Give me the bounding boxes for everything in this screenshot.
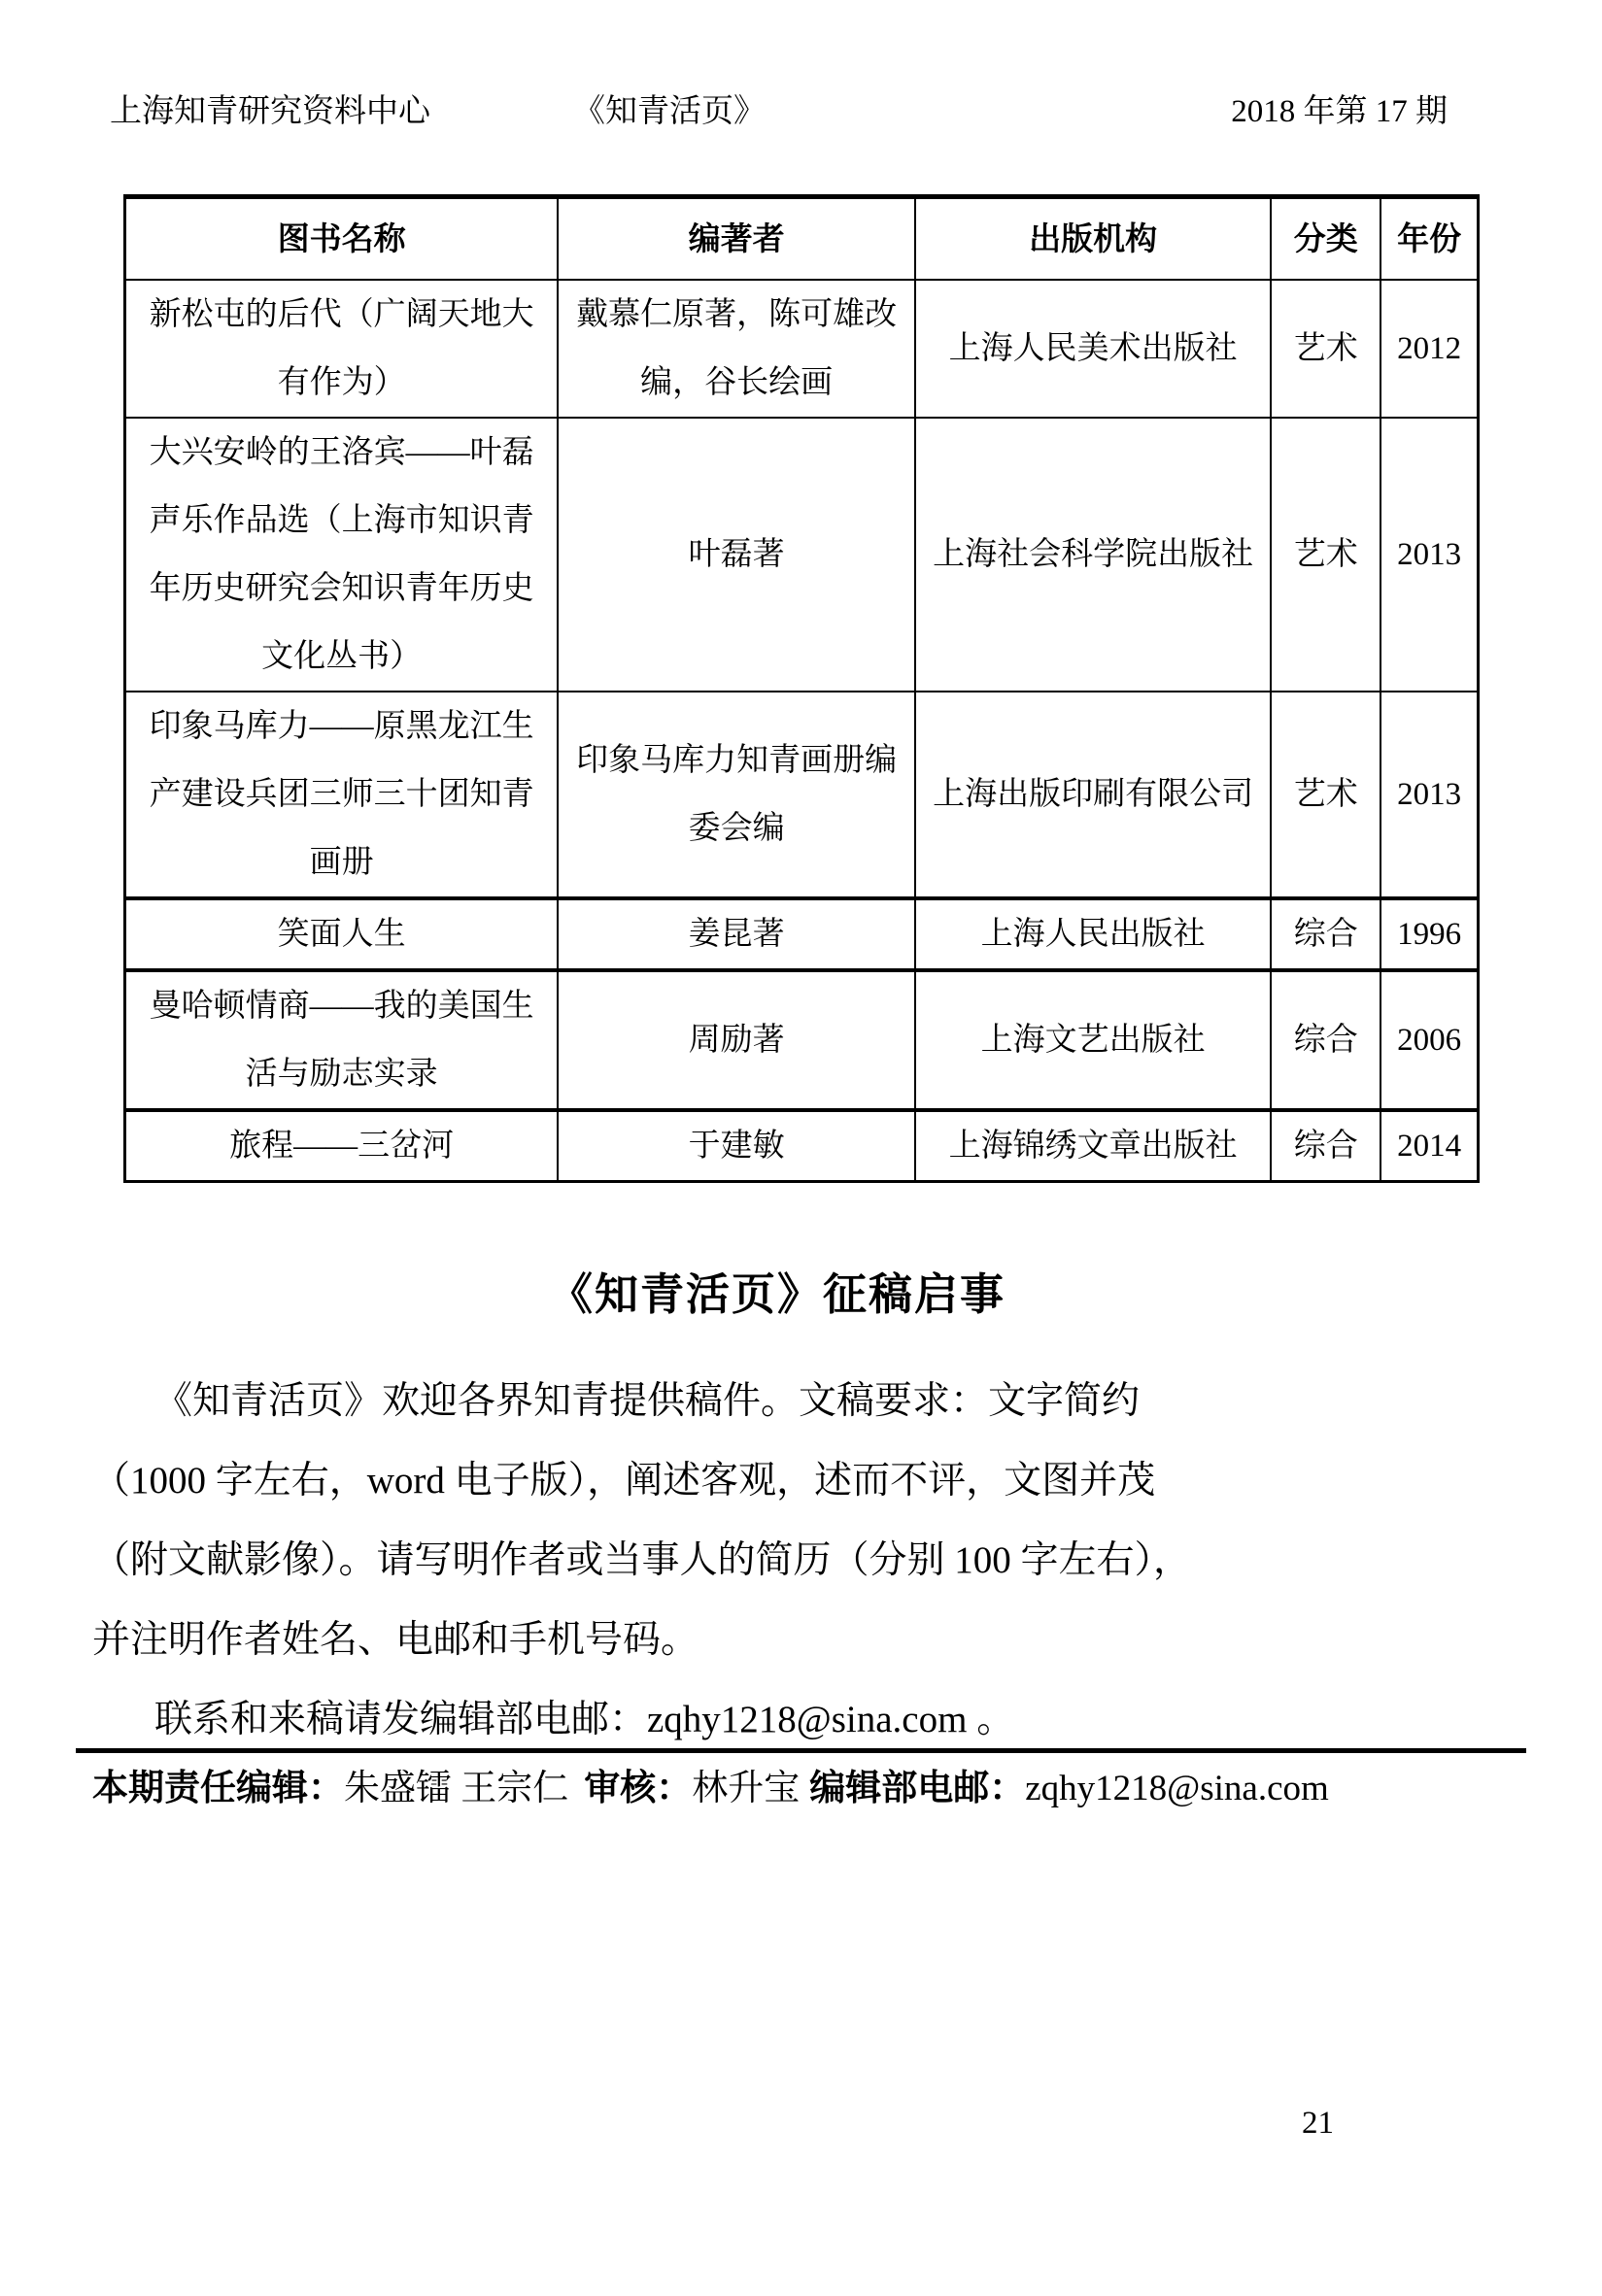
table-row <box>125 418 1479 692</box>
cell-category: 艺术 <box>1271 280 1380 418</box>
notice-line: 联系和来稿请发编辑部电邮：zqhy1218@sina.com 。 <box>154 1699 1015 1740</box>
cell-title: 曼哈顿情商——我的美国生活与励志实录 <box>125 970 559 1110</box>
cell-author: 姜昆著 <box>558 898 915 970</box>
footer-editor-label: 本期责任编辑： <box>92 1769 344 1808</box>
footer-divider <box>76 1748 1526 1753</box>
table-row <box>125 970 1479 1110</box>
cell-category: 综合 <box>1271 1110 1380 1182</box>
table-row <box>125 692 1479 898</box>
cell-year: 2013 <box>1380 692 1478 898</box>
header-issue: 2018 年第 17 期 <box>1231 94 1448 129</box>
column-header-publisher: 出版机构 <box>915 197 1271 280</box>
column-header-title: 图书名称 <box>125 197 559 280</box>
notice-line: （附文献影像）。请写明作者或当事人的简历（分别 100 字左右）， <box>92 1539 1192 1581</box>
cell-publisher: 上海人民美术出版社 <box>915 280 1271 418</box>
table-row <box>125 1110 1479 1182</box>
books-table <box>123 194 1480 1183</box>
cell-author: 周励著 <box>558 970 915 1110</box>
table-header-row <box>125 197 1479 280</box>
footer-editors-line <box>92 1766 1526 1812</box>
cell-year: 2006 <box>1380 970 1478 1110</box>
header-journal-title: 《知青活页》 <box>573 92 766 128</box>
cell-category: 综合 <box>1271 898 1380 970</box>
cell-publisher: 上海出版印刷有限公司 <box>915 692 1271 898</box>
cell-author: 叶磊著 <box>558 418 915 692</box>
cell-year: 2013 <box>1380 418 1478 692</box>
cell-title: 笑面人生 <box>125 898 559 970</box>
column-header-category: 分类 <box>1271 197 1380 280</box>
page-number: 21 <box>1302 2106 1334 2141</box>
cell-title: 大兴安岭的王洛宾——叶磊声乐作品选（上海市知识青年历史研究会知识青年历史文化丛书） <box>125 418 559 692</box>
notice-title: 《知青活页》征稿启事 <box>548 1270 1006 1319</box>
cell-author: 戴慕仁原著，陈可雄改编，谷长绘画 <box>558 280 915 418</box>
cell-year: 1996 <box>1380 898 1478 970</box>
footer-review-label: 审核： <box>584 1769 693 1808</box>
notice-body <box>92 1362 1464 1760</box>
column-header-author: 编著者 <box>558 197 915 280</box>
page-header <box>0 85 1602 128</box>
cell-author: 印象马库力知青画册编委会编 <box>558 692 915 898</box>
cell-title: 印象马库力——原黑龙江生产建设兵团三师三十团知青画册 <box>125 692 559 898</box>
footer-editor-names: 朱盛镭 王宗仁 <box>344 1769 569 1808</box>
cell-author: 于建敏 <box>558 1110 915 1182</box>
header-org: 上海知青研究资料中心 <box>110 92 430 128</box>
cell-title: 新松屯的后代（广阔天地大有作为） <box>125 280 559 418</box>
table-row <box>125 280 1479 418</box>
cell-title: 旅程——三岔河 <box>125 1110 559 1182</box>
cell-year: 2012 <box>1380 280 1478 418</box>
cell-publisher: 上海文艺出版社 <box>915 970 1271 1110</box>
footer-email-label: 编辑部电邮： <box>809 1769 1026 1808</box>
footer-email-value: zqhy1218@sina.com <box>1025 1769 1329 1808</box>
notice-line: （1000 字左右，word 电子版），阐述客观，述而不评，文图并茂 <box>92 1460 1156 1502</box>
cell-publisher: 上海社会科学院出版社 <box>915 418 1271 692</box>
table-row <box>125 898 1479 970</box>
cell-publisher: 上海锦绣文章出版社 <box>915 1110 1271 1182</box>
notice-line: 并注明作者姓名、电邮和手机号码。 <box>92 1619 699 1661</box>
notice-line: 《知青活页》欢迎各界知青提供稿件。文稿要求：文字简约 <box>154 1380 1141 1422</box>
footer-reviewer-name: 林升宝 <box>692 1769 801 1808</box>
column-header-year: 年份 <box>1380 197 1478 280</box>
cell-year: 2014 <box>1380 1110 1478 1182</box>
cell-category: 综合 <box>1271 970 1380 1110</box>
cell-category: 艺术 <box>1271 418 1380 692</box>
cell-publisher: 上海人民出版社 <box>915 898 1271 970</box>
cell-category: 艺术 <box>1271 692 1380 898</box>
